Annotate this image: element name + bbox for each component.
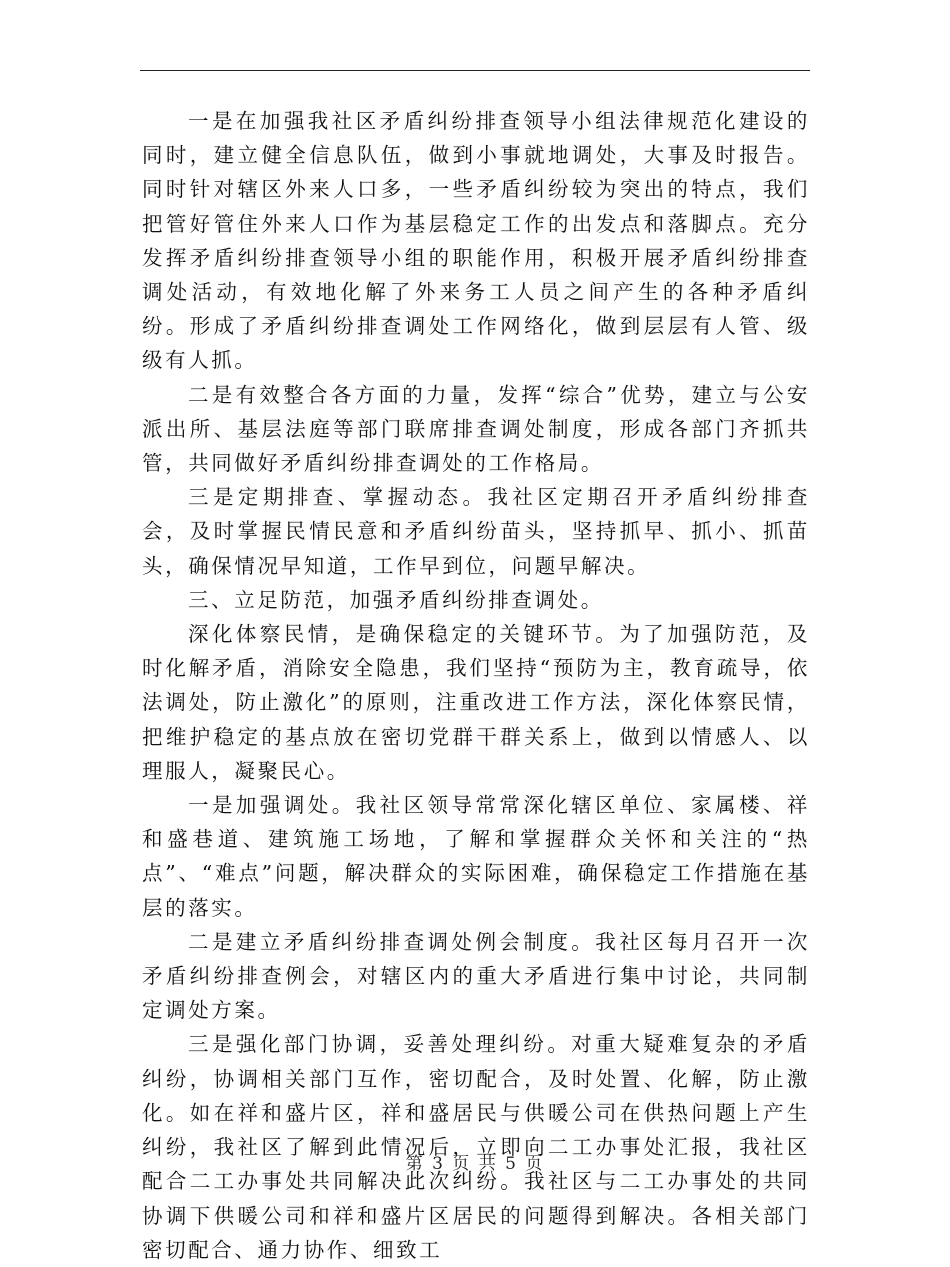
paragraph-3: 三是定期排查、掌握动态。我社区定期召开矛盾纠纷排查会，及时掌握民情民意和矛盾纠纷苗头，坚持抓早、抓小、抓苗头，确保情况早知道，工作早到位，问题早解决。 — [142, 485, 810, 578]
page-number-footer: 第 3 页 共 5 页 — [405, 1154, 545, 1174]
paragraph-8: 三是强化部门协调，妥善处理纠纷。对重大疑难复杂的矛盾纠纷，协调相关部门互作，密切配合，及时处置、化解，防止激化。如在祥和盛片区，祥和盛居民与供暖公司在供热问题上产生纠纷，我社区了解到此情况后，立即向二工办事处汇报，我社区配合二工办事处共同解决此次纠纷。我社区与二工办事处的共同协调下供暖公司和祥和盛片区居民的问题得到解决。各相关部门密切配合、通力协作、细致工 — [142, 1032, 810, 1262]
paragraph-5: 深化体察民情，是确保稳定的关键环节。为了加强防范，及时化解矛盾，消除安全隐患，我们坚持“预防为主，教育疏导，依法调处，防止激化”的原则，注重改进工作方法，深化体察民情，把维护稳定的基点放在密切党群干群关系上，做到以情感人、以理服人，凝聚民心。 — [142, 622, 810, 783]
paragraph-1: 一是在加强我社区矛盾纠纷排查领导小组法律规范化建设的同时，建立健全信息队伍，做到小事就地调处，大事及时报告。同时针对辖区外来人口多，一些矛盾纠纷较为突出的特点，我们把管好管住外来人口作为基层稳定工作的出发点和落脚点。充分发挥矛盾纠纷排查领导小组的职能作用，积极开展矛盾纠纷排查调处活动，有效地化解了外来务工人员之间产生的各种矛盾纠纷。形成了矛盾纠纷排查调处工作网络化，做到层层有人管、级级有人抓。 — [142, 109, 810, 373]
paragraph-2: 二是有效整合各方面的力量，发挥“综合”优势，建立与公安派出所、基层法庭等部门联席排查调处制度，形成各部门齐抓共管，共同做好矛盾纠纷排查调处的工作格局。 — [142, 382, 810, 476]
header-rule — [140, 70, 810, 71]
paragraph-7: 二是建立矛盾纠纷排查调处例会制度。我社区每月召开一次矛盾纠纷排查例会，对辖区内的重大矛盾进行集中讨论，共同制定调处方案。 — [142, 929, 810, 1023]
paragraph-6: 一是加强调处。我社区领导常常深化辖区单位、家属楼、祥和盛巷道、建筑施工场地，了解和掌握群众关怀和关注的“热点”、“难点”问题，解决群众的实际困难，确保稳定工作措施在基层的落实。 — [142, 793, 810, 920]
section-heading: 三、立足防范，加强矛盾纠纷排查调处。 — [188, 587, 604, 612]
document-body — [142, 104, 810, 1267]
